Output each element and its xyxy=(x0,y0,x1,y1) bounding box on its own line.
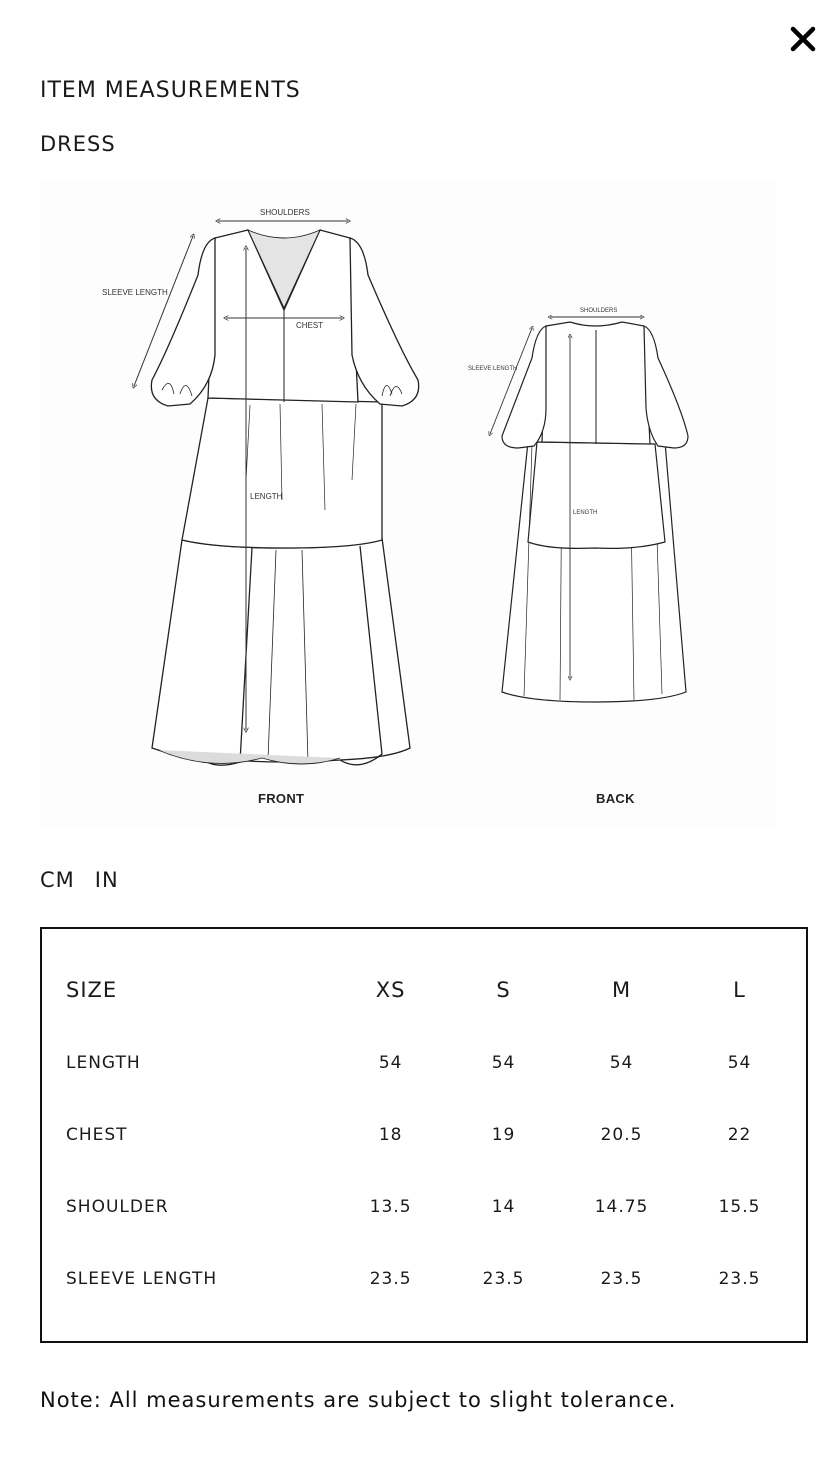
table-cell: 14 xyxy=(491,1197,516,1217)
product-type-heading: DRESS xyxy=(40,132,116,156)
svg-text:SHOULDERS: SHOULDERS xyxy=(260,208,310,217)
front-view-label: FRONT xyxy=(258,791,305,806)
table-cell: 54 xyxy=(727,1053,752,1073)
column-header: S xyxy=(496,978,511,1002)
svg-text:LENGTH: LENGTH xyxy=(573,510,598,516)
back-view-label: BACK xyxy=(596,791,635,806)
column-header: L xyxy=(733,978,746,1002)
tolerance-note: Note: All measurements are subject to slight tolerance. xyxy=(40,1388,677,1412)
table-cell: 23.5 xyxy=(482,1269,525,1289)
table-cell: 20.5 xyxy=(600,1125,643,1145)
table-row xyxy=(66,1027,796,1099)
close-button[interactable] xyxy=(786,22,820,56)
size-chart xyxy=(40,927,808,1343)
table-cell: 13.5 xyxy=(369,1197,412,1217)
row-label: LENGTH xyxy=(66,1053,141,1073)
svg-text:LENGTH: LENGTH xyxy=(250,492,283,501)
unit-switcher xyxy=(40,868,119,892)
table-cell: 54 xyxy=(491,1053,516,1073)
table-cell: 23.5 xyxy=(718,1269,761,1289)
row-label: CHEST xyxy=(66,1125,128,1145)
column-header: M xyxy=(611,978,632,1002)
modal-title: ITEM MEASUREMENTS xyxy=(40,78,301,103)
svg-text:SHOULDERS: SHOULDERS xyxy=(580,308,618,314)
table-row xyxy=(66,1099,796,1171)
table-row xyxy=(66,1171,796,1243)
row-label: SHOULDER xyxy=(66,1197,169,1217)
table-cell: 54 xyxy=(609,1053,634,1073)
table-cell: 22 xyxy=(727,1125,752,1145)
table-cell: 15.5 xyxy=(718,1197,761,1217)
table-cell: 23.5 xyxy=(600,1269,643,1289)
table-cell: 23.5 xyxy=(369,1269,412,1289)
table-header-row xyxy=(66,953,796,1027)
column-header: XS xyxy=(375,978,406,1002)
table-cell: 54 xyxy=(378,1053,403,1073)
dress-sketch-illustration xyxy=(40,180,775,830)
svg-text:SLEEVE LENGTH: SLEEVE LENGTH xyxy=(102,288,168,297)
table-cell: 19 xyxy=(491,1125,516,1145)
table-cell: 18 xyxy=(378,1125,403,1145)
unit-cm-toggle[interactable]: CM xyxy=(40,868,75,892)
front-dress-drawing xyxy=(151,230,418,765)
close-icon xyxy=(789,25,817,53)
row-label: SLEEVE LENGTH xyxy=(66,1269,218,1289)
table-cell: 14.75 xyxy=(594,1197,649,1217)
unit-in-toggle[interactable]: IN xyxy=(94,868,119,892)
size-table xyxy=(66,953,796,1315)
measurement-diagram xyxy=(40,180,775,830)
svg-text:SLEEVE LENGTH: SLEEVE LENGTH xyxy=(468,366,518,372)
column-header: SIZE xyxy=(66,978,118,1002)
table-row xyxy=(66,1243,796,1315)
svg-text:CHEST: CHEST xyxy=(296,321,324,330)
